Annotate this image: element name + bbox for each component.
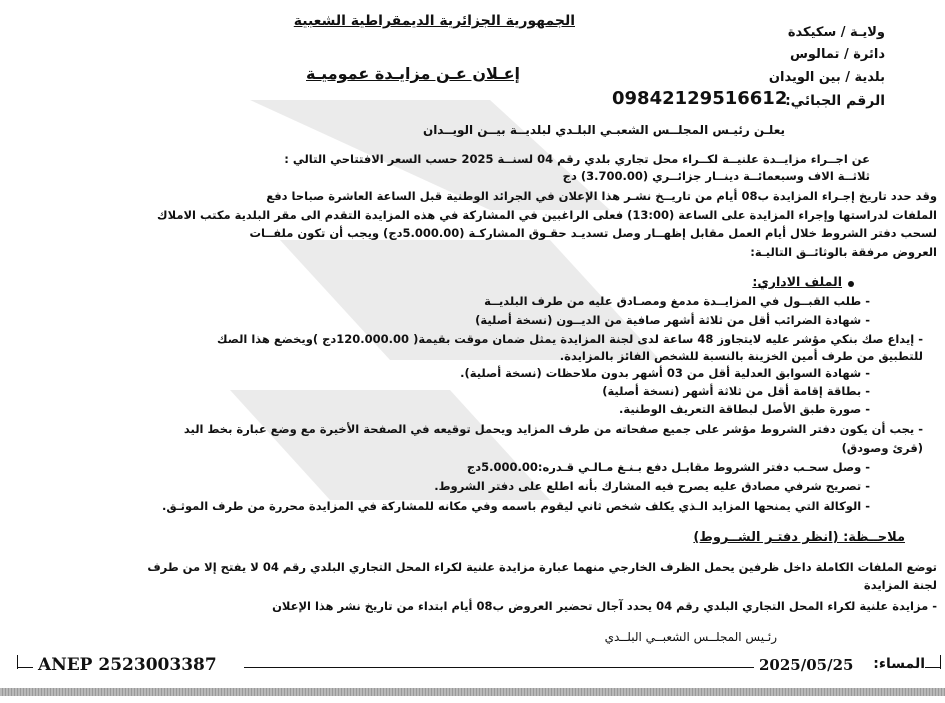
- list-item: - تصريح شرفي مصادق عليه يصرح فيه المشارك بأنه اطلع على دفتر الشروط.: [434, 479, 870, 493]
- list-item: - شهادة الضرائب أقل من ثلاثة أشهر صافية من الديــون (نسخة أصلية): [475, 313, 870, 327]
- list-item: - وصل سحـب دفتر الشروط مقابـل دفع بـنـغ مـالـي قـدره:5.000.00دج: [466, 460, 870, 474]
- footer-rule-right: [925, 667, 941, 668]
- list-item: - شهادة السوابق العدلية أقل من 03 أشهر بدون ملاحظات (نسخة أصلية).: [460, 366, 870, 380]
- note-line: توضع الملفات الكاملة داخل ظرفين يحمل الظرف الخارجي منهما عبارة مزايدة علنية لكراء المحل التجاري البلدي رقم 04 لا يفتح إلا من طرف: [147, 560, 937, 574]
- newspaper-name: المساء:: [873, 656, 925, 672]
- body-line: لسحب دفتر الشروط خلال أيام العمل مقابل إظهــار وصل تسديـد حقـوق المشاركـة (5.000.00دج) ويجب أن تكون ملفــات: [249, 226, 937, 240]
- footer-date: 2025/05/25: [759, 656, 854, 674]
- list-item: - الوكالة التي يمنحها المزايد الـذي يكلف شخص ثاني ليقوم باسمه وفي مكانه للمشاركة في المزايدة محررة من طرف الموثـق.: [161, 499, 870, 513]
- body-line: الملفات لدراستها وإجراء المزايدة على الساعة (13:00) فعلى الراغبين في المشاركة في هذه المزايدة التقدم الى مقر البلدية مكتب الاملاك: [157, 208, 937, 222]
- bullet-icon: [848, 281, 854, 287]
- body-line: العروض مرفقة بالوثائــق التاليـة:: [750, 245, 937, 259]
- tax-number: 09842129516612: [612, 88, 788, 109]
- note-heading: ملاحــظة: (انظر دفتـر الشــروط): [693, 530, 905, 545]
- footer-rule-middle: [244, 667, 754, 668]
- body-line: عن اجــراء مزايــدة علنيــة لكــراء محل تجاري بلدي رقم 04 لسنــة 2025 حسب السعر الافتتاحي التالي :: [284, 152, 870, 166]
- list-item: - إيداع صك بنكي مؤشر عليه لايتجاوز 48 ساعة لدى لجنة المزايدة يمثل ضمان موقت بقيمة( 120.000.00دج )ويخضع هذا الصك: [217, 332, 923, 346]
- note-line: - مزايدة علنية لكراء المحل التجاري البلدي رقم 04 يحدد آجال تحضير العروض ب08 أيام ابتداء من تاريخ نشر هذا الإعلان: [272, 599, 937, 613]
- list-item: - يجب أن يكون دفتر الشروط مؤشر على جميع صفحاته من طرف المزايد ويحمل توقيعه في الصفحة الأخيرة مع وضع عبارة بخط اليد: [183, 422, 923, 436]
- wilaya-line: ولايـة / سكيكدة: [787, 25, 885, 40]
- list-item: - بطاقة إقامة أقل من ثلاثة أشهر (نسخة أصلية): [602, 384, 870, 398]
- announcement-title: إعـلان عـن مزايـدة عموميـة: [306, 64, 520, 83]
- admin-file-label: الملف الاداري:: [752, 274, 842, 289]
- signature-line: رئـيس المجلــس الشعبــي البلــدي: [604, 630, 777, 644]
- daira-line: دائرة / تمالوس: [789, 47, 885, 62]
- body-line: وقد حدد تاريخ إجـراء المزايدة ب08 أيام من تاريــخ نشـر هذا الإعلان في الجرائد الوطنية قبل الساعة العاشرة صباحا دفع: [266, 189, 937, 203]
- commune-line: بلدية / بين الويدان: [768, 70, 885, 85]
- list-item: - صورة طبق الأصل لبطاقة التعريف الوطنية.: [619, 402, 870, 416]
- footer-right-bracket: [940, 655, 941, 669]
- list-item: (قرئ وصودق): [841, 441, 923, 455]
- list-item: للتطبيق من طرف أمين الخزينة بالنسبة للشخص الفائز بالمزايدة.: [559, 349, 923, 363]
- list-item: - طلب القبــول في المزايــدة مدمغ ومصـادق عليه من طرف البلديــة: [484, 294, 870, 308]
- footer-rule-left: [17, 667, 33, 668]
- tax-label: الرقم الجبائي:: [785, 93, 885, 109]
- anep-reference: ANEP 2523003387: [38, 655, 217, 675]
- republic-heading: الجمهورية الجزائرية الديمقراطية الشعبية: [293, 13, 575, 29]
- body-line: ثلاثــة الاف وسبعمائــة دينــار جزائــري (3.700.00) دج: [562, 169, 870, 183]
- scan-edge-strip: [0, 688, 945, 696]
- note-line: لجنة المزايدة: [863, 578, 937, 592]
- intro-line: يعلـن رئيـس المجلــس الشعبـي البلـدي لبلديــة بيــن الويــدان: [422, 123, 785, 137]
